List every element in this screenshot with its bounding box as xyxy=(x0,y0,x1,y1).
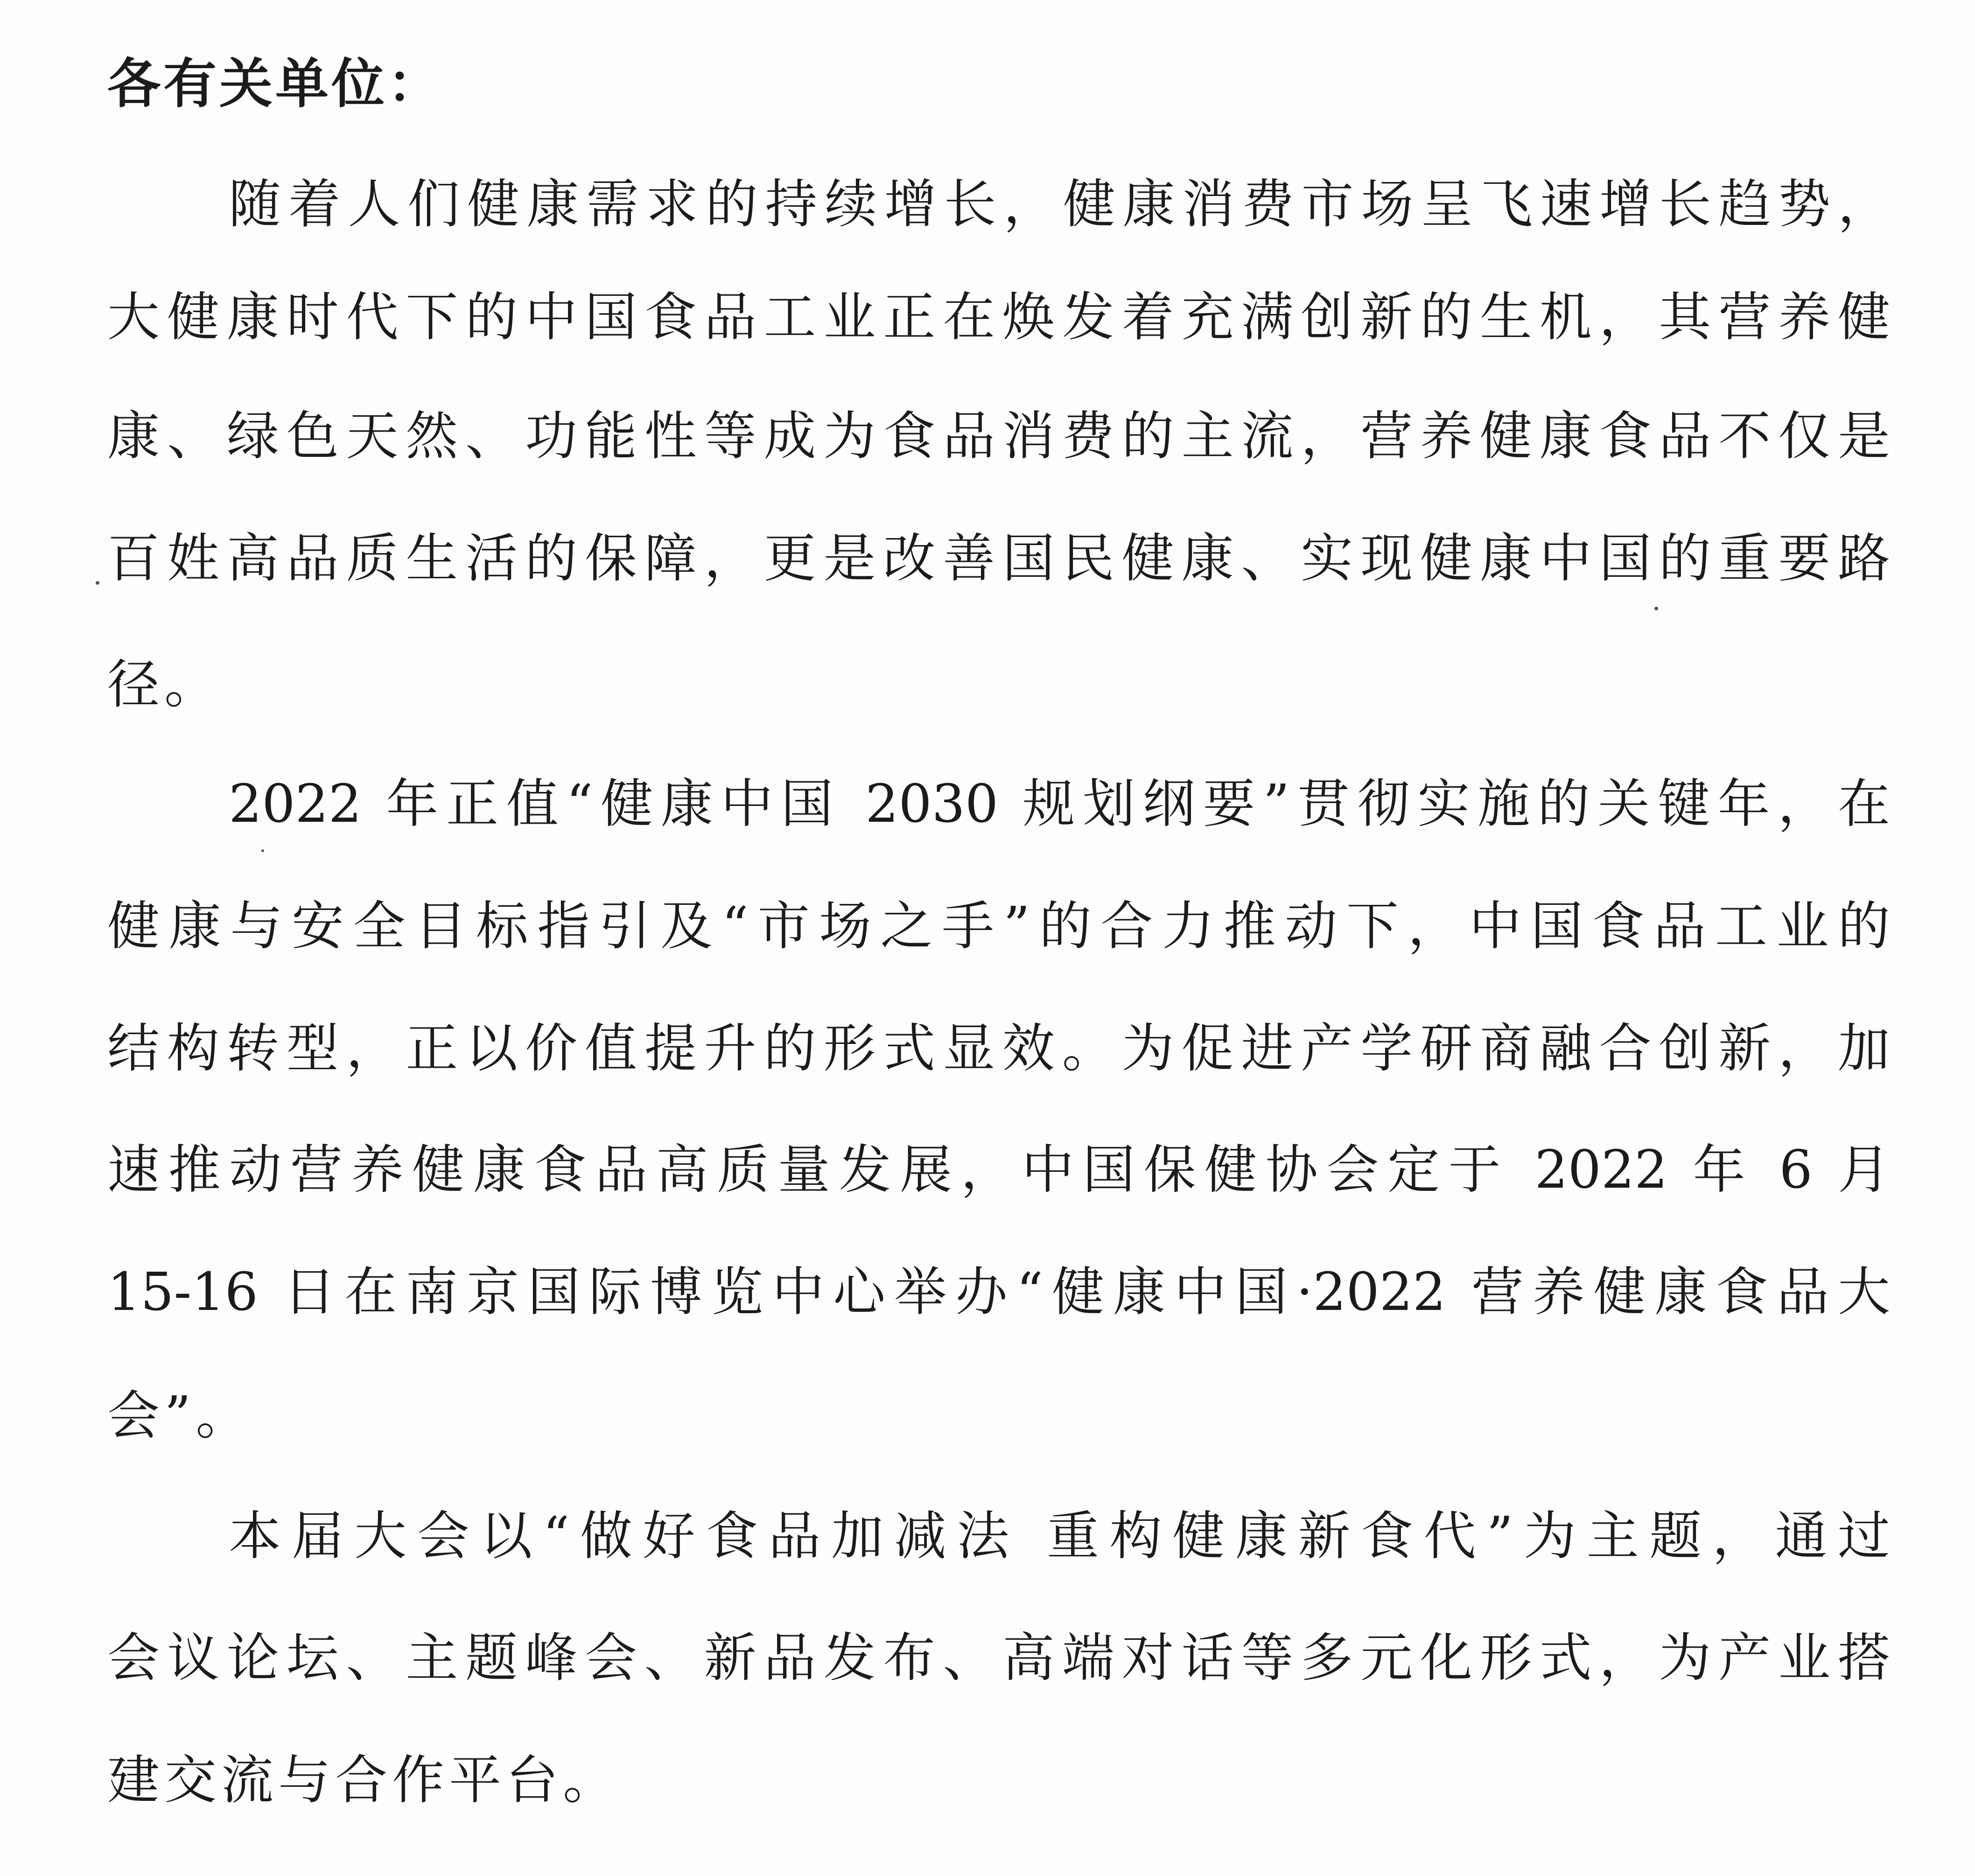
paragraph-2-line-4: 速推动营养健康食品高质量发展，中国保健协会定于 2022 年 6 月 xyxy=(107,1140,1890,1200)
scan-speck xyxy=(1654,607,1658,610)
paragraph-2-line-2: 健康与安全目标指引及“市场之手”的合力推动下，中国食品工业的 xyxy=(107,896,1890,957)
paragraph-2-line-6: 会”。 xyxy=(107,1386,253,1446)
paragraph-1-line-1: 随着人们健康需求的持续增长，健康消费市场呈飞速增长趋势， xyxy=(229,174,1890,235)
salutation: 各有关单位： xyxy=(107,53,444,115)
paragraph-1-line-5: 径。 xyxy=(107,654,221,715)
paragraph-2-line-1: 2022 年正值“健康中国 2030 规划纲要”贯彻实施的关键年，在 xyxy=(229,774,1890,834)
paragraph-1-line-2: 大健康时代下的中国食品工业正在焕发着充满创新的生机，其营养健 xyxy=(107,287,1890,348)
paragraph-2-line-3: 结构转型，正以价值提升的形式显效。为促进产学研商融合创新，加 xyxy=(107,1018,1890,1079)
scan-speck xyxy=(261,849,264,852)
paragraph-3-line-3: 建交流与合作平台。 xyxy=(107,1750,620,1811)
paragraph-1-line-3: 康、绿色天然、功能性等成为食品消费的主流，营养健康食品不仅是 xyxy=(107,406,1890,467)
paragraph-1-line-4: 百姓高品质生活的保障，更是改善国民健康、实现健康中国的重要路 xyxy=(107,528,1890,589)
paragraph-3-line-2: 会议论坛、主题峰会、新品发布、高端对话等多元化形式，为产业搭 xyxy=(107,1628,1890,1688)
scan-speck xyxy=(96,581,99,585)
paragraph-2-line-5: 15-16 日在南京国际博览中心举办“健康中国·2022 营养健康食品大 xyxy=(107,1262,1890,1323)
paragraph-3-line-1: 本届大会以“做好食品加减法 重构健康新食代”为主题，通过 xyxy=(229,1506,1890,1567)
